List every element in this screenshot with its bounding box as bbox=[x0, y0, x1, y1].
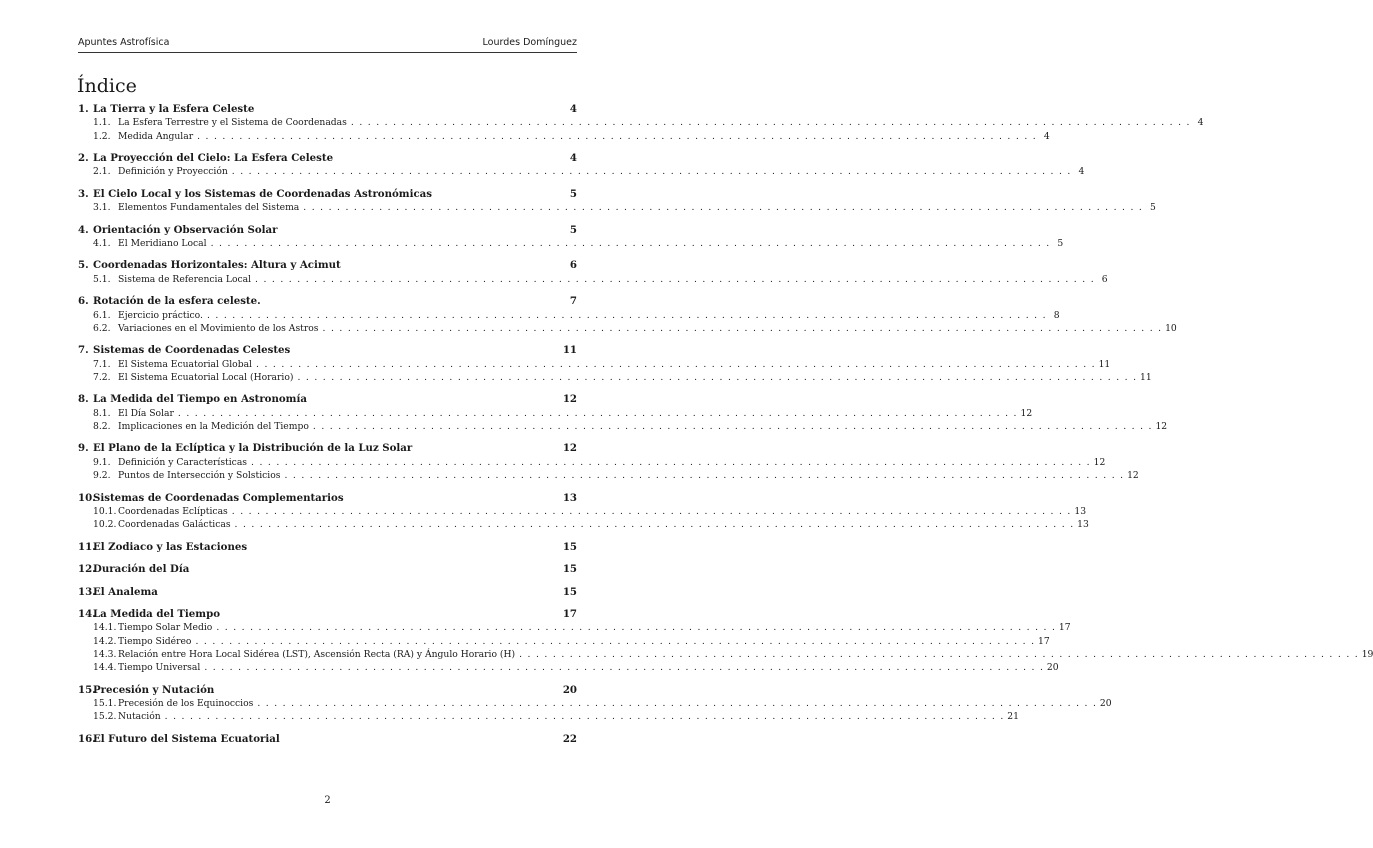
subsection-number: 2.1. bbox=[93, 166, 111, 178]
toc-section-entry[interactable] bbox=[78, 393, 577, 406]
toc-subsection-entry[interactable] bbox=[78, 456, 1106, 469]
section-number: 1. bbox=[78, 103, 89, 115]
toc-section-entry[interactable] bbox=[78, 224, 577, 237]
toc-section-entry[interactable] bbox=[78, 492, 577, 505]
subsection-page: 5 bbox=[1149, 202, 1156, 214]
dot-leader bbox=[313, 420, 1152, 433]
toc-section bbox=[78, 223, 1064, 251]
section-page: 15 bbox=[562, 563, 577, 576]
toc-subsection-entry[interactable] bbox=[78, 505, 1087, 518]
subsection-number: 14.1. bbox=[93, 622, 117, 634]
subsection-number: 7.1. bbox=[93, 358, 111, 370]
subsection-page: 4 bbox=[1078, 166, 1085, 178]
section-title: Precesión y Nutación bbox=[93, 683, 215, 696]
toc-section-entry[interactable] bbox=[78, 608, 577, 621]
section-page: 5 bbox=[569, 187, 577, 200]
toc-section-entry[interactable] bbox=[78, 344, 577, 357]
toc-section-entry[interactable] bbox=[78, 733, 577, 746]
dot-leader bbox=[251, 456, 1090, 469]
subsection-page: 11 bbox=[1140, 371, 1152, 383]
subsection-title: Definición y Características bbox=[118, 456, 248, 468]
section-page: 12 bbox=[562, 442, 577, 455]
subsection-page: 12 bbox=[1093, 456, 1106, 468]
toc-section-entry[interactable] bbox=[78, 259, 577, 272]
subsection-title: Precesión de los Equinoccios bbox=[118, 698, 254, 710]
section-title: El Cielo Local y los Sistemas de Coordenadas Astronómicas bbox=[93, 187, 432, 200]
section-page: 17 bbox=[562, 608, 577, 621]
subsection-title: Implicaciones en la Medición del Tiempo bbox=[118, 420, 309, 432]
subsection-number: 9.1. bbox=[93, 456, 111, 468]
toc-section bbox=[78, 563, 577, 576]
subsection-number: 1.2. bbox=[93, 130, 111, 142]
section-title: Sistemas de Coordenadas Complementarios bbox=[93, 491, 344, 504]
toc-section bbox=[78, 393, 1168, 433]
section-number: 2. bbox=[78, 152, 89, 165]
section-number: 3. bbox=[78, 187, 89, 200]
toc-subsection-entry[interactable] bbox=[78, 518, 1089, 531]
dot-leader bbox=[204, 661, 1043, 674]
subsection-number: 14.4. bbox=[93, 662, 117, 674]
dot-leader bbox=[178, 407, 1017, 420]
subsection-title: Puntos de Intersección y Solsticios bbox=[118, 470, 281, 482]
dot-leader bbox=[256, 358, 1095, 371]
table-of-contents bbox=[78, 103, 1373, 746]
section-number: 8. bbox=[78, 393, 89, 406]
subsection-number: 5.1. bbox=[93, 273, 111, 285]
subsection-number: 10.1. bbox=[93, 505, 117, 517]
section-number: 4. bbox=[78, 223, 89, 236]
dot-leader bbox=[216, 621, 1055, 634]
subsection-title: El Día Solar bbox=[118, 407, 174, 419]
subsection-number: 15.1. bbox=[93, 698, 117, 710]
section-page: 11 bbox=[562, 344, 577, 357]
section-page: 4 bbox=[569, 103, 577, 115]
subsection-number: 9.2. bbox=[93, 470, 111, 482]
toc-section bbox=[78, 541, 577, 554]
section-page: 12 bbox=[562, 393, 577, 406]
section-page: 7 bbox=[569, 295, 577, 308]
toc-section-entry[interactable] bbox=[78, 295, 577, 308]
toc-subsection-entry[interactable] bbox=[78, 420, 1168, 433]
toc-section-entry[interactable] bbox=[78, 586, 577, 599]
toc-title: Índice bbox=[77, 75, 137, 97]
toc-section bbox=[78, 103, 1204, 143]
section-number: 10. bbox=[78, 491, 96, 504]
toc-section bbox=[78, 683, 1112, 724]
dot-leader bbox=[165, 710, 1004, 723]
dot-leader bbox=[284, 469, 1123, 482]
toc-subsection-entry[interactable] bbox=[78, 322, 1177, 335]
toc-section-entry[interactable] bbox=[78, 152, 577, 165]
dot-leader bbox=[257, 697, 1096, 710]
header-right: Lourdes Domínguez bbox=[482, 37, 577, 48]
subsection-page: 20 bbox=[1099, 698, 1112, 710]
toc-section bbox=[78, 344, 1152, 384]
section-page: 4 bbox=[569, 152, 577, 165]
toc-subsection-entry[interactable] bbox=[78, 130, 1050, 143]
subsection-page: 13 bbox=[1077, 519, 1089, 531]
dot-leader bbox=[297, 371, 1136, 384]
dot-leader bbox=[195, 635, 1034, 648]
toc-subsection-entry[interactable] bbox=[78, 165, 1085, 178]
section-title: El Futuro del Sistema Ecuatorial bbox=[93, 732, 280, 745]
subsection-title: Relación entre Hora Local Sidérea (LST), Ascensión Recta (RA) y Ángulo Horario (H) bbox=[118, 648, 516, 660]
dot-leader bbox=[323, 322, 1162, 335]
running-header bbox=[78, 37, 577, 51]
toc-section bbox=[78, 733, 577, 746]
section-title: La Medida del Tiempo bbox=[93, 608, 220, 621]
section-page: 13 bbox=[562, 491, 577, 504]
dot-leader bbox=[211, 237, 1050, 250]
section-title: El Zodiaco y las Estaciones bbox=[93, 540, 248, 553]
subsection-number: 7.2. bbox=[93, 371, 111, 383]
subsection-title: Nutación bbox=[118, 711, 161, 723]
subsection-number: 14.3. bbox=[93, 648, 117, 660]
subsection-title: Ejercicio práctico. bbox=[118, 309, 203, 321]
subsection-number: 15.2. bbox=[93, 711, 117, 723]
subsection-page: 4 bbox=[1043, 130, 1050, 142]
dot-leader bbox=[351, 116, 1190, 129]
section-number: 16. bbox=[78, 732, 96, 745]
subsection-page: 17 bbox=[1038, 635, 1050, 647]
toc-section bbox=[78, 152, 1085, 179]
section-title: La Medida del Tiempo en Astronomía bbox=[93, 393, 307, 406]
section-title: Sistemas de Coordenadas Celestes bbox=[93, 344, 291, 357]
section-page: 15 bbox=[562, 585, 577, 598]
subsection-title: Definición y Proyección bbox=[118, 166, 228, 178]
header-left: Apuntes Astrofísica bbox=[78, 37, 170, 48]
toc-section bbox=[78, 259, 1108, 286]
toc-subsection-entry[interactable] bbox=[78, 309, 1060, 322]
toc-section-entry[interactable] bbox=[78, 541, 577, 554]
subsection-number: 1.1. bbox=[93, 117, 111, 129]
subsection-title: La Esfera Terrestre y el Sistema de Coordenadas bbox=[118, 117, 347, 129]
section-number: 14. bbox=[78, 608, 96, 621]
subsection-number: 10.2. bbox=[93, 519, 117, 531]
section-number: 5. bbox=[78, 259, 89, 272]
section-page: 22 bbox=[562, 732, 577, 745]
section-title: El Plano de la Eclíptica y la Distribución de la Luz Solar bbox=[93, 442, 413, 455]
toc-subsection-entry[interactable] bbox=[78, 237, 1064, 250]
subsection-page: 10 bbox=[1165, 322, 1177, 334]
subsection-number: 6.2. bbox=[93, 322, 111, 334]
toc-subsection-entry[interactable] bbox=[78, 116, 1204, 129]
toc-section bbox=[78, 586, 577, 599]
subsection-title: Sistema de Referencia Local bbox=[118, 273, 252, 285]
toc-section bbox=[78, 608, 1373, 674]
section-number: 7. bbox=[78, 344, 89, 357]
subsection-title: El Sistema Ecuatorial Global bbox=[118, 358, 252, 370]
subsection-page: 21 bbox=[1007, 711, 1019, 723]
header-rule bbox=[78, 52, 577, 53]
subsection-page: 8 bbox=[1053, 309, 1060, 321]
subsection-number: 8.2. bbox=[93, 420, 111, 432]
section-number: 11. bbox=[78, 540, 96, 553]
section-number: 12. bbox=[78, 563, 96, 576]
section-number: 9. bbox=[78, 442, 89, 455]
section-title: Coordenadas Horizontales: Altura y Acimut bbox=[93, 259, 341, 272]
subsection-page: 13 bbox=[1074, 505, 1087, 517]
toc-section-entry[interactable] bbox=[78, 188, 577, 201]
subsection-page: 19 bbox=[1361, 648, 1373, 660]
subsection-title: Tiempo Solar Medio bbox=[118, 622, 213, 634]
dot-leader bbox=[232, 505, 1071, 518]
toc-section-entry[interactable] bbox=[78, 103, 577, 116]
toc-subsection-entry[interactable] bbox=[78, 635, 1050, 648]
subsection-title: Coordenadas Eclípticas bbox=[118, 505, 228, 517]
toc-section-entry[interactable] bbox=[78, 442, 577, 455]
subsection-number: 4.1. bbox=[93, 237, 111, 249]
section-title: Rotación de la esfera celeste. bbox=[93, 295, 261, 308]
toc-subsection-entry[interactable] bbox=[78, 661, 1059, 674]
section-title: Duración del Día bbox=[93, 563, 190, 576]
toc-subsection-entry[interactable] bbox=[78, 407, 1033, 420]
toc-subsection-entry[interactable] bbox=[78, 648, 1373, 661]
subsection-number: 14.2. bbox=[93, 635, 117, 647]
dot-leader bbox=[232, 165, 1071, 178]
section-number: 13. bbox=[78, 585, 96, 598]
subsection-page: 12 bbox=[1127, 470, 1139, 482]
toc-section-entry[interactable] bbox=[78, 684, 577, 697]
toc-subsection-entry[interactable] bbox=[78, 710, 1019, 723]
section-title: El Analema bbox=[93, 585, 158, 598]
subsection-page: 6 bbox=[1101, 273, 1108, 285]
dot-leader bbox=[519, 648, 1358, 661]
subsection-page: 11 bbox=[1098, 358, 1111, 370]
subsection-page: 5 bbox=[1057, 237, 1064, 249]
dot-leader bbox=[197, 130, 1036, 143]
subsection-title: Coordenadas Galácticas bbox=[118, 519, 231, 531]
subsection-title: Tiempo Sidéreo bbox=[118, 635, 192, 647]
toc-subsection-entry[interactable] bbox=[78, 201, 1156, 214]
subsection-title: Elementos Fundamentales del Sistema bbox=[118, 202, 300, 214]
subsection-title: Medida Angular bbox=[118, 130, 194, 142]
subsection-number: 8.1. bbox=[93, 407, 111, 419]
subsection-page: 12 bbox=[1020, 407, 1033, 419]
dot-leader bbox=[207, 309, 1046, 322]
toc-subsection-entry[interactable] bbox=[78, 273, 1108, 286]
section-title: Orientación y Observación Solar bbox=[93, 223, 278, 236]
subsection-page: 4 bbox=[1197, 117, 1204, 129]
section-title: La Proyección del Cielo: La Esfera Celeste bbox=[93, 152, 334, 165]
toc-section-entry[interactable] bbox=[78, 563, 577, 576]
subsection-page: 12 bbox=[1155, 420, 1168, 432]
section-page: 20 bbox=[562, 683, 577, 696]
dot-leader bbox=[303, 201, 1142, 214]
section-number: 15. bbox=[78, 683, 96, 696]
toc-subsection-entry[interactable] bbox=[78, 697, 1112, 710]
subsection-number: 3.1. bbox=[93, 202, 111, 214]
toc-section bbox=[78, 295, 1177, 335]
section-number: 6. bbox=[78, 295, 89, 308]
dot-leader bbox=[255, 273, 1094, 286]
section-page: 6 bbox=[569, 259, 577, 272]
toc-section bbox=[78, 187, 1156, 215]
section-page: 5 bbox=[569, 223, 577, 236]
toc-subsection-entry[interactable] bbox=[78, 469, 1139, 482]
toc-section bbox=[78, 442, 1139, 482]
dot-leader bbox=[235, 518, 1074, 531]
subsection-title: Variaciones en el Movimiento de los Astros bbox=[118, 322, 319, 334]
subsection-title: El Sistema Ecuatorial Local (Horario) bbox=[118, 371, 294, 383]
toc-subsection-entry[interactable] bbox=[78, 358, 1111, 371]
subsection-title: Tiempo Universal bbox=[118, 662, 201, 674]
subsection-title: El Meridiano Local bbox=[118, 237, 207, 249]
toc-subsection-entry[interactable] bbox=[78, 621, 1071, 634]
toc-section bbox=[78, 491, 1089, 532]
page-number: 2 bbox=[324, 795, 331, 806]
section-page: 15 bbox=[562, 540, 577, 553]
subsection-page: 17 bbox=[1058, 622, 1071, 634]
subsection-number: 6.1. bbox=[93, 309, 111, 321]
subsection-page: 20 bbox=[1046, 662, 1059, 674]
section-title: La Tierra y la Esfera Celeste bbox=[93, 103, 255, 115]
toc-subsection-entry[interactable] bbox=[78, 371, 1152, 384]
